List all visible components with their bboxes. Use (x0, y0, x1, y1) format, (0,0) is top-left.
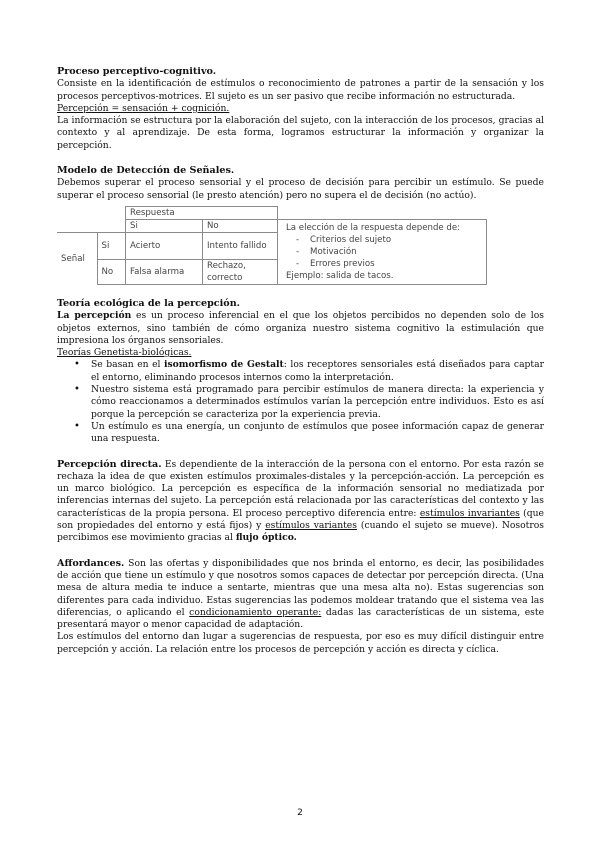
list-text: Se basan en el (91, 359, 164, 371)
paragraph: Debemos superar el proceso sensorial y el proceso de decisión para percibir un estímulo. Se puede superar el proceso sensorial (le presto atención) pero no supera el de decisión (no actúo). (57, 177, 544, 201)
list-item (91, 359, 544, 384)
bold-term: flujo óptico. (235, 532, 297, 544)
bullet-list (57, 359, 544, 445)
paragraph-text: es un proceso inferencial en el que los objetos percibidos no dependen solo de los objetos externos, sino también de cómo organiza nuestro sistema cognitivo la estimulación que impresiona los órganos sensoriales. (57, 310, 544, 346)
underlined-term: estímulos variantes (265, 520, 357, 532)
formula-line: Percepción = sensación + cognición. (57, 102, 230, 114)
factor-item: Criterios del sujeto (310, 234, 392, 245)
cell-rechazo-correcto: Rechazo, correcto (203, 259, 278, 284)
paragraph: Consiste en la identificación de estímulos o reconocimiento de patrones a partir de la sensación y los procesos perceptivos-motrices. El sujeto es un ser pasivo que recibe información no estructurada. (57, 78, 544, 102)
cell-intento-fallido: Intento fallido (203, 232, 278, 259)
page-number: 2 (297, 808, 303, 818)
factors-example: Ejemplo: salida de tacos. (286, 270, 394, 281)
paragraph-text: (que son propiedades del entorno y está fijos) y (57, 507, 544, 532)
cell-falsa-alarma: Falsa alarma (126, 259, 203, 284)
paragraph-affordances (57, 558, 544, 632)
paragraph-text: (cuando el sujeto se mueve). Nosotros percibimos ese movimiento gracias al (57, 520, 544, 544)
factors-title: La elección de la respuesta depende de: (286, 222, 461, 233)
section-title-teoria-ecologica: Teoría ecológica de la percepción. (57, 297, 241, 309)
table-header-si: Si (126, 219, 203, 232)
decision-factors-box: La elección de la respuesta depende de: - Criterios del sujeto - Motivación - Errores previos Ejemplo: salida de tacos. (278, 219, 487, 284)
bold-term: La percepción (57, 310, 132, 322)
cell-acierto: Acierto (126, 232, 203, 259)
document-page (57, 66, 544, 656)
underlined-term: condicionamiento operante: (189, 606, 322, 618)
factor-item: Motivación (310, 246, 357, 257)
paragraph-text: Son las ofertas y disponibilidades que nos brinda el entorno, es decir, las posibilidades de acción que tiene un estímulo y que nosotros somos capaces de detectar por percepción directa. (Una mesa de altura media te induce a sentarte, mientras que una mesa alta no). Estas sugerencias son diferentes para cada individuo. Estas sugerencias las podemos moldear tratando que el sistema vea las diferencias, o aplicando el (57, 557, 544, 618)
section-title-percepcion-directa: Percepción directa. (57, 458, 162, 470)
section-title-deteccion-senales: Modelo de Detección de Señales. (57, 165, 235, 177)
table-header-respuesta: Respuesta (126, 206, 278, 219)
table-row-no: No (97, 259, 126, 284)
section-title-affordances: Affordances. (57, 557, 125, 569)
paragraph: Los estímulos del entorno dan lugar a sugerencias de respuesta, por eso es muy difícil distinguir entre percepción y acción. La relación entre los procesos de percepción y acción es directa y cíclica. (57, 631, 544, 655)
section-title-proceso-perceptivo: Proceso perceptivo-cognitivo. (57, 66, 217, 77)
list-item: • Un estímulo es una energía, un conjunto de estímulos que posee información capaz de generar una respuesta. (91, 421, 544, 446)
list-text: : los receptores sensoriales está diseñados para captar el entorno, eliminando procesos internos como la interpretación. (91, 359, 544, 383)
paragraph: La información se estructura por la elaboración del sujeto, con la interacción de los procesos, gracias al contexto y al aprendizaje. De esta forma, logramos estructurar la información y organizar la percepción. (57, 115, 544, 151)
paragraph-text: Es dependiente de la interacción de la persona con el entorno. Por esta razón se rechaza la idea de que existen estímulos proximales-distales y la percepción-acción. La percepción es un marco biológico. La percepción es específica de la información sensorial no mediatizada por inferencias internas del sujeto. La percepción está relacionada por las características del contexto y las características de la propia persona. El proceso perceptivo diferencia entre: (57, 458, 544, 519)
factor-item: Errores previos (310, 258, 375, 269)
paragraph-text: dadas las características de un sistema, este presentará mayor o menor capacidad de adaptación. (57, 606, 545, 631)
table-row-si: Si (97, 232, 126, 259)
subheading-genetista: Teorías Genetista-biológicas. (57, 347, 192, 359)
bold-term: isomorfismo de Gestalt (163, 359, 284, 371)
paragraph-percepcion-directa (57, 459, 544, 545)
table-label-senal: Señal (57, 232, 97, 284)
list-item: • Nuestro sistema está programado para percibir estímulos de manera directa: la experiencia y cómo reaccionamos a determinados estímulos varían la percepción entre individuos. Esto es así porque la percepción se caracteriza por la experiencia previa. (91, 384, 544, 421)
underlined-term: estímulos invariantes (419, 507, 520, 519)
signal-detection-table (57, 206, 487, 285)
paragraph (57, 310, 544, 347)
table-header-no: No (203, 219, 278, 232)
